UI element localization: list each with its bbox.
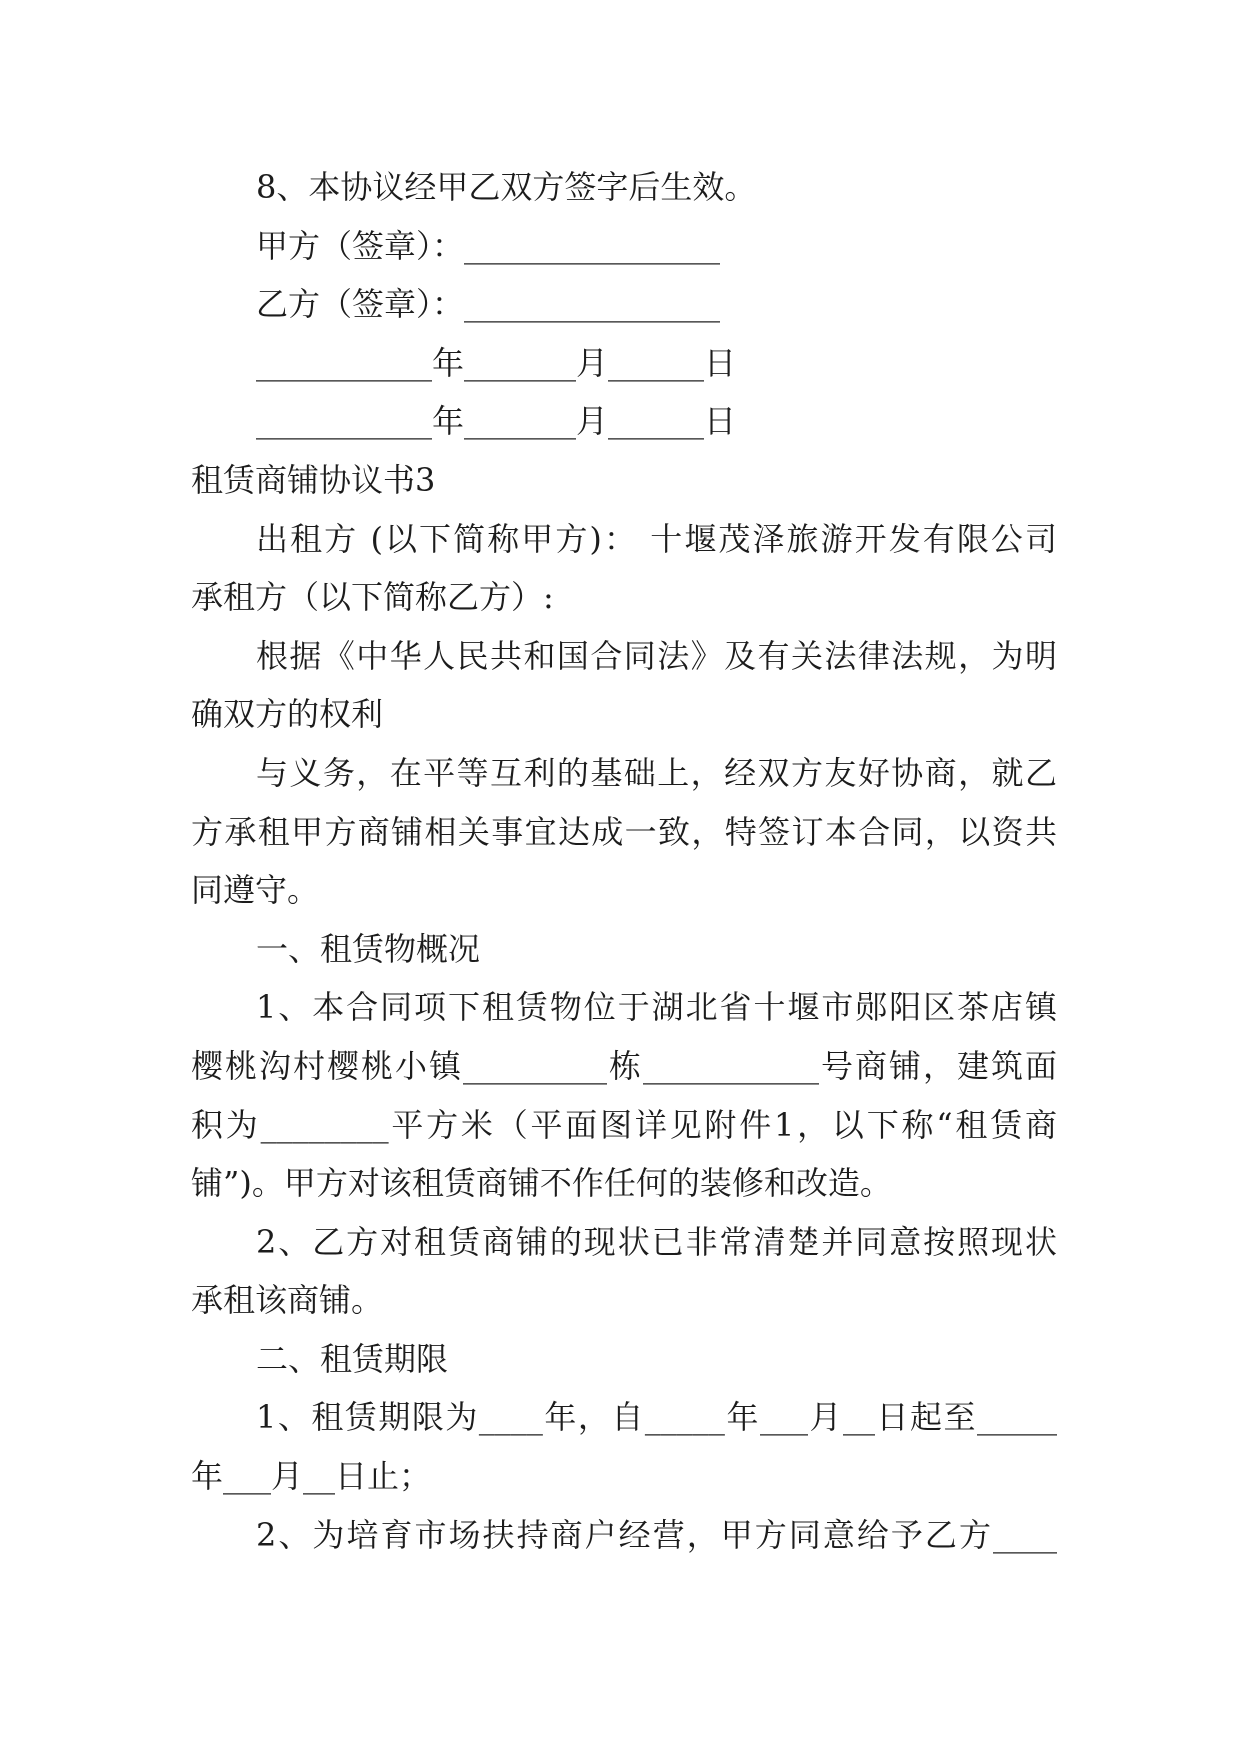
preamble-line: 根据《中华人民共和国合同法》及有关法律法规，为明 [256,636,1057,675]
clause-line: 1、租赁期限为____年，自_____年___月__日起至_____ [256,1398,1057,1437]
clause-line: 铺”)。甲方对该租赁商铺不作任何的装修和改造。 [191,1164,892,1203]
lessee-line: 承租方（以下简称乙方）: [191,578,554,617]
party-a-signature-line: 甲方（签章）：________________ [256,226,721,265]
preamble-line: 方承租甲方商铺相关事宜达成一致，特签订本合同，以资共 [191,812,1057,851]
agreement-title: 租赁商铺协议书3 [191,460,436,499]
clause-8-text: 8、本协议经甲乙双方签字后生效。 [256,168,757,206]
clause-line: 2、乙方对租赁商铺的现状已非常清楚并同意按照现状 [256,1222,1057,1261]
clause-line: 2、为培育市场扶持商户经营，甲方同意给予乙方____ [256,1515,1057,1554]
clause-line: 承租该商铺。 [191,1281,384,1320]
clause-line: 樱桃沟村樱桃小镇_________栋___________号商铺，建筑面 [191,1046,1057,1085]
clause-line: 积为________平方米（平面图详见附件1，以下称“租赁商 [191,1105,1057,1144]
section-heading: 一、租赁物概况 [256,929,481,968]
preamble-line: 与义务，在平等互利的基础上，经双方友好协商，就乙 [256,753,1057,792]
signature-date-line: ___________年_______月______日 [256,402,737,441]
signature-date-line: ___________年_______月______日 [256,343,737,382]
party-b-signature-line: 乙方（签章）：________________ [256,285,721,324]
preamble-line: 确双方的权利 [191,695,384,734]
preamble-line: 同遵守。 [191,871,320,910]
document-body [191,158,1057,1564]
clause-line: 年___月__日止； [191,1457,432,1496]
section-heading: 二、租赁期限 [256,1339,449,1378]
lessor-line: 出租方 (以下简称甲方)： 十堰茂泽旅游开发有限公司 [256,519,1057,558]
clause-line: 1、本合同项下租赁物位于湖北省十堰市郧阳区茶店镇 [256,988,1057,1027]
